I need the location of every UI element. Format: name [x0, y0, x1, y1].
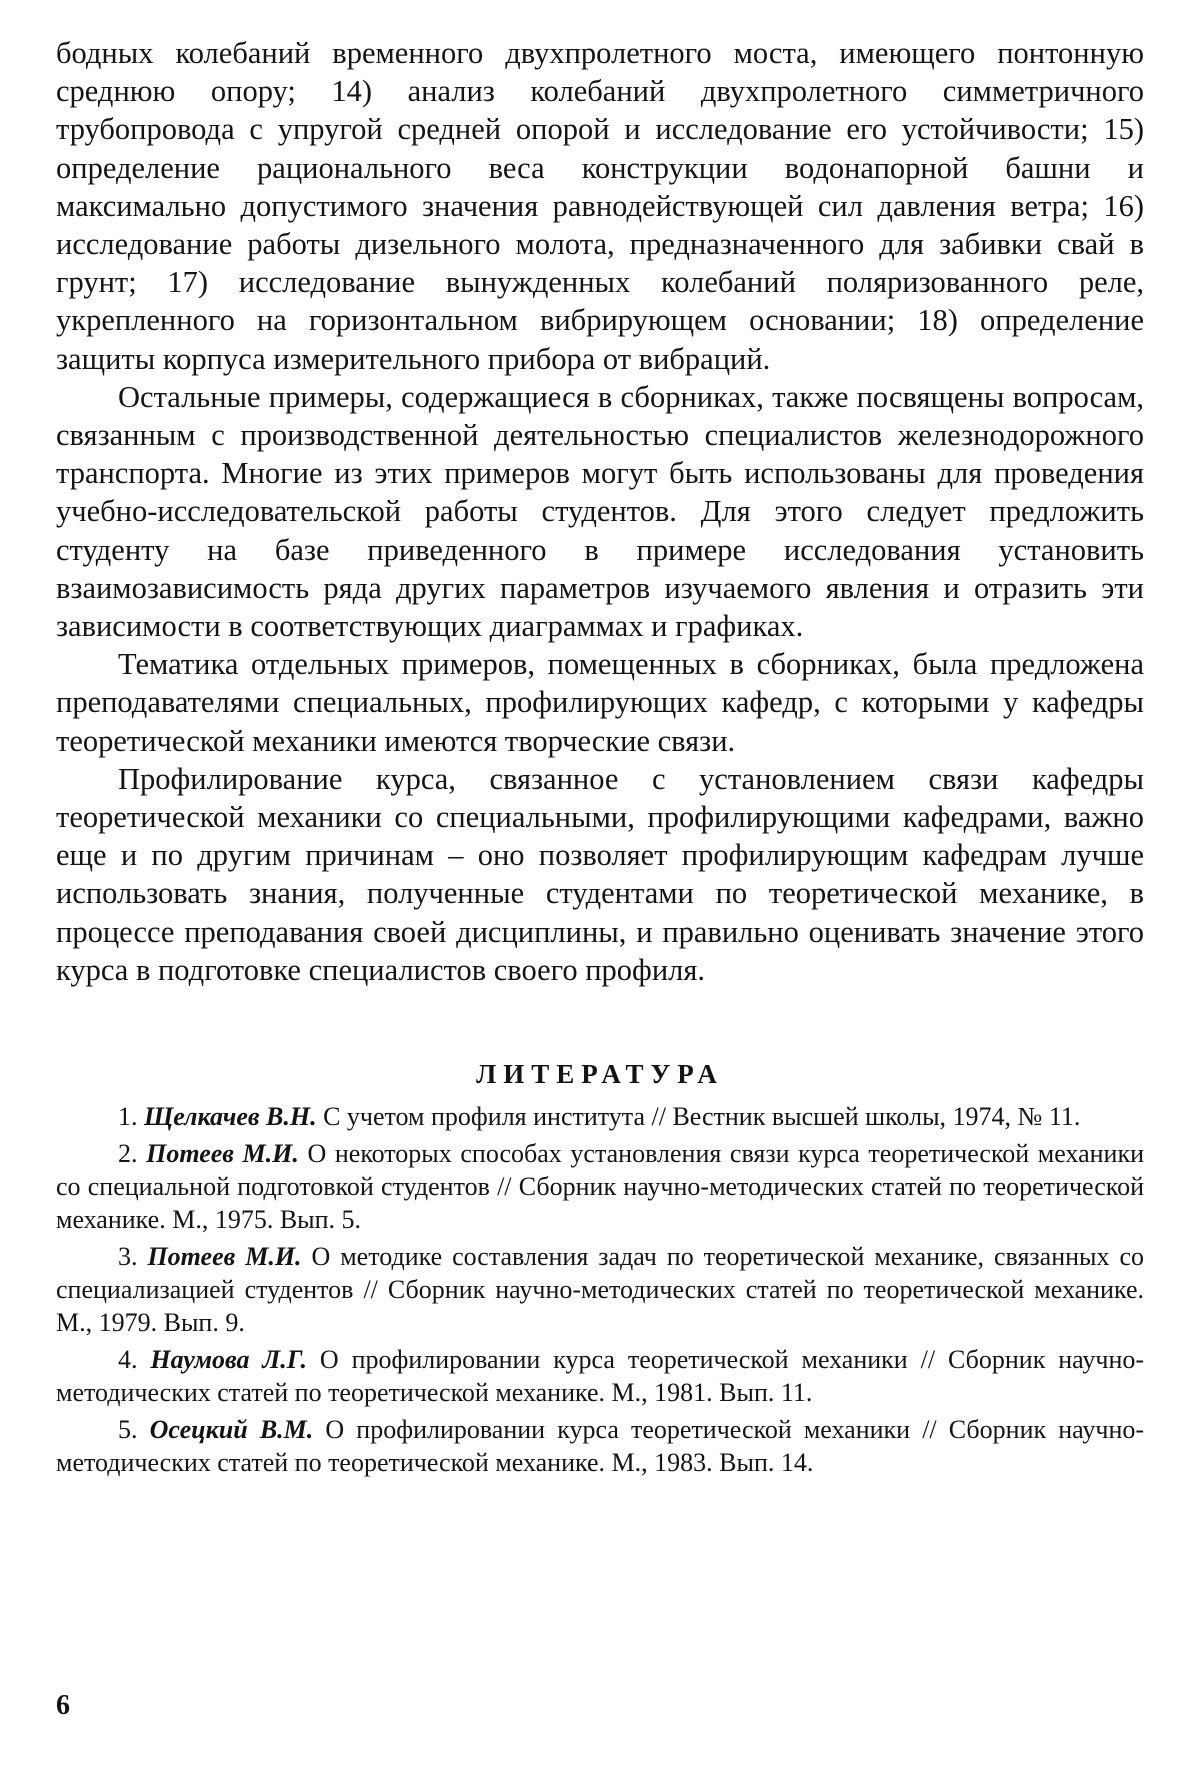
- reference-author: Наумова Л.Г.: [150, 1345, 307, 1375]
- reference-author: Щелкачев В.Н.: [144, 1102, 317, 1132]
- reference-text: О методике составления задач по теоретической механике, связанных со специализацией студентов // Сборник научно-методических статей по теоретической механике. М., 1979. Вып. 9.: [56, 1242, 1145, 1338]
- reference-item: [56, 1413, 1144, 1479]
- reference-item: [56, 1240, 1144, 1339]
- paragraph-continued: бодных колебаний временного двухпролетного моста, имеющего понтонную среднюю опору; 14) анализ колебаний двухпролетного симметричного трубопровода с упругой средней опорой и исследование его устойчивости; 15) определение рационального веса конструкции водонапорной башни и максимально допустимого значения равнодействующей сил давления ветра; 16) исследование работы дизельного молота, предназначенного для забивки свай в грунт; 17) исследование вынужденных колебаний поляризованного реле, укрепленного на горизонтальном вибрирующем основании; 18) определение защиты корпуса измерительного прибора от вибраций.: [56, 36, 1144, 376]
- reference-item: [56, 1100, 1144, 1133]
- paragraph-other-examples: Остальные примеры, содержащиеся в сборниках, также посвящены вопросам, связанным с производственной деятельностью специалистов железнодорожного транспорта. Многие из этих примеров могут быть использованы для проведения учебно-исследовательской работы студентов. Для этого следует предложить студенту на базе приведенного в примере исследования установить взаимозависимость ряда других параметров изучаемого явления и отразить эти зависимости в соответствующих диаграммах и графиках.: [56, 379, 1144, 644]
- page-number: 6: [56, 1690, 70, 1721]
- references-heading: ЛИТЕРАТУРА: [476, 1059, 724, 1090]
- reference-text: О профилировании курса теоретической механики // Сборник научно-методических статей по теоретической механике. М., 1981. Вып. 11.: [56, 1345, 1145, 1408]
- reference-number: 1.: [118, 1102, 138, 1132]
- reference-number: 4.: [118, 1345, 138, 1375]
- reference-author: Потеев М.И.: [147, 1242, 302, 1272]
- reference-item: [56, 1343, 1144, 1409]
- reference-author: Осецкий В.М.: [149, 1415, 314, 1445]
- reference-text: О некоторых способах установления связи курса теоретической механики со специальной подготовкой студентов // Сборник научно-методических статей по теоретической механике. М., 1975. Вып. 5.: [56, 1139, 1144, 1235]
- reference-number: 3.: [118, 1242, 138, 1272]
- reference-author: Потеев М.И.: [146, 1139, 299, 1169]
- document-page: [56, 34, 1144, 1483]
- paragraph-profiling: Профилирование курса, связанное с установлением связи кафедры теоретической механики со специальными, профилирующими кафедрами, важно еще и по другим причинам – оно позволяет профилирующим кафедрам лучше использовать знания, полученные студентами по теоретической механике, в процессе преподавания своей дисциплины, и правильно оценивать значение этого курса в подготовке специалистов своего профиля.: [56, 761, 1144, 987]
- paragraph-topics: Тематика отдельных примеров, помещенных в сборниках, была предложена преподавателями специальных, профилирующих кафедр, с которыми у кафедры теоретической механики имеются творческие связи.: [56, 647, 1144, 758]
- reference-text: С учетом профиля института // Вестник высшей школы, 1974, № 11.: [323, 1102, 1081, 1132]
- reference-item: [56, 1137, 1144, 1236]
- reference-number: 5.: [118, 1415, 138, 1445]
- reference-text: О профилировании курса теоретической механики // Сборник научно-методических статей по теоретической механике. М., 1983. Вып. 14.: [56, 1415, 1145, 1478]
- references-list: [56, 1100, 1144, 1479]
- reference-number: 2.: [118, 1139, 138, 1169]
